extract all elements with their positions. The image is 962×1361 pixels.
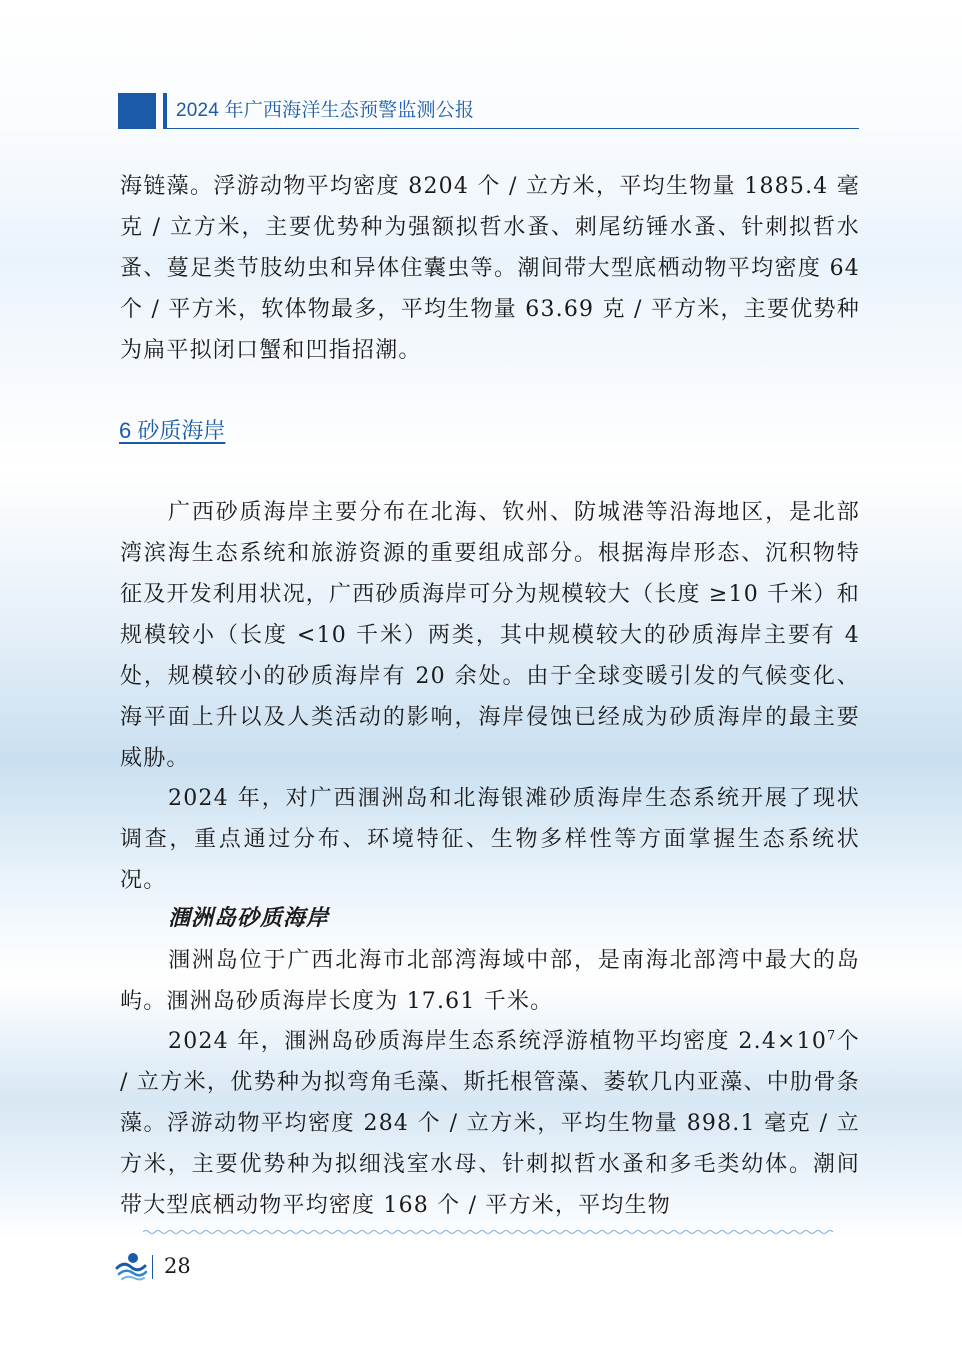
paragraph-survey-2024: 2024 年，对广西涠洲岛和北海银滩砂质海岸生态系统开展了现状调查，重点通过分布、环境特征、生物多样性等方面掌握生态系统状况。 <box>120 786 860 893</box>
footer-separator <box>152 1255 153 1279</box>
exponent: 7 <box>827 1028 837 1044</box>
paragraph-text-part: 2024 年，涠洲岛砂质海岸生态系统浮游植物平均密度 2.4×10 <box>168 1029 828 1054</box>
page-number: 28 <box>164 1254 191 1278</box>
header-bar-decoration <box>163 93 167 129</box>
report-title: 2024 年广西海洋生态预警监测公报 <box>176 100 475 121</box>
footer-wave-divider <box>143 1229 837 1235</box>
wave-logo-icon <box>114 1249 148 1283</box>
paragraph-continued: 海链藻。浮游动物平均密度 8204 个 / 立方米，平均生物量 1885.4 毫克 / 立方米，主要优势种为强额拟哲水蚤、刺尾纺锤水蚤、针刺拟哲水蚤、蔓足类节肢幼虫和异体住囊虫等。潮间带大型底栖动物平均密度 64 个 / 平方米，软体物最多，平均生物量 63.69 克 / 平方米，主要优势种为扁平拟闭口蟹和凹指招潮。 <box>120 174 860 363</box>
header-divider <box>167 128 859 129</box>
paragraph-weizhou-location: 涠洲岛位于广西北海市北部湾海域中部，是南海北部湾中最大的岛屿。涠洲岛砂质海岸长度为 17.61 千米。 <box>120 948 860 1014</box>
section-heading-sandy-coast: 6 砂质海岸 <box>119 418 226 443</box>
paragraph-weizhou-ecology <box>120 1021 860 1226</box>
header-block-decoration <box>118 93 156 129</box>
paragraph-sandy-coast-overview: 广西砂质海岸主要分布在北海、钦州、防城港等沿海地区，是北部湾滨海生态系统和旅游资源的重要组成部分。根据海岸形态、沉积物特征及开发利用状况，广西砂质海岸可分为规模较大（长度 ≥10 千米）和规模较小（长度 <10 千米）两类，其中规模较大的砂质海岸主要有 4 处，规模较小的砂质海岸有 20 余处。由于全球变暖引发的气候变化、海平面上升以及人类活动的影响，海岸侵蚀已经成为砂质海岸的最主要威胁。 <box>120 500 860 771</box>
subheading-weizhou-island: 涠洲岛砂质海岸 <box>168 905 330 931</box>
paragraph-text-part: 个 / 立方米，优势种为拟弯角毛藻、斯托根管藻、萎软几内亚藻、中肋骨条藻。浮游动物平均密度 284 个 / 立方米，平均生物量 898.1 毫克 / 立方米，主要优势种为拟细浅室水母、针刺拟哲水蚤和多毛类幼体。潮间带大型底栖动物平均密度 168 个 / 平方米，平均生物 <box>120 1029 860 1218</box>
